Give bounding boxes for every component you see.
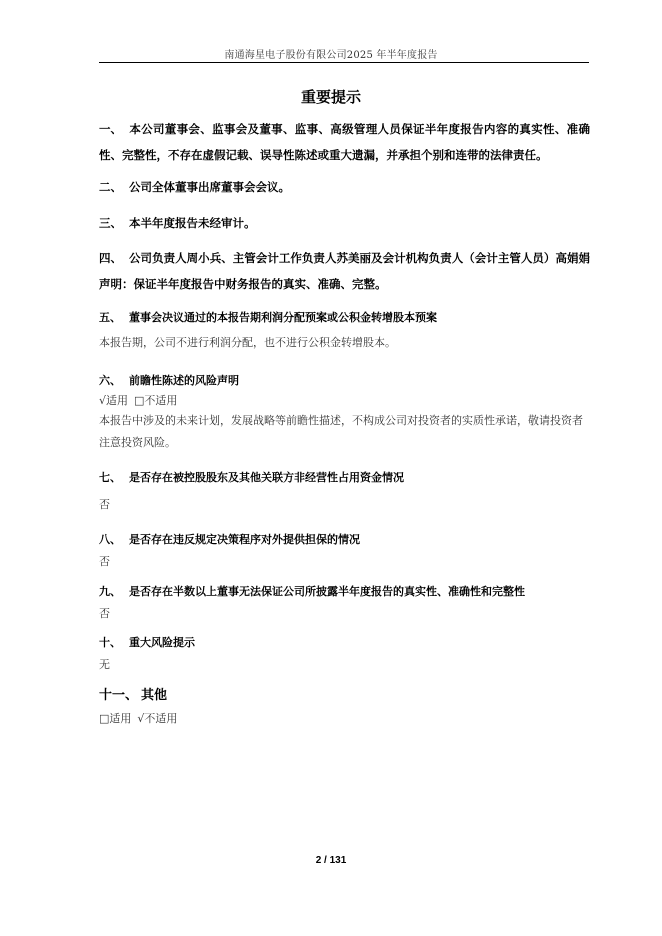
applicable-option: □适用	[99, 712, 132, 725]
item-text: 本公司董事会、监事会及董事、监事、高级管理人员保证半年度报告内容的真实性、准确性、完整性，不存在虚假记载、误导性陈述或重大遗漏，并承担个别和连带的法律责任。	[99, 122, 590, 162]
section-body-6: 本报告中涉及的未来计划，发展战略等前瞻性描述，不构成公司对投资者的实质性承诺，敬请投资者注意投资风险。	[99, 414, 583, 449]
item-number: 十一、	[99, 688, 139, 703]
item-number: 七、	[99, 471, 121, 484]
notice-item-1	[99, 116, 590, 168]
item-text: 是否存在半数以上董事无法保证公司所披露半年度报告的真实性、准确性和完整性	[129, 585, 525, 598]
section-answer-9: 否	[99, 607, 110, 620]
applicability-options-11	[99, 708, 590, 730]
item-text: 公司负责人周小兵、主管会计工作负责人苏美丽及会计机构负责人（会计主管人员）高娟娟声明：保证半年度报告中财务报告的真实、准确、完整。	[99, 251, 590, 291]
section-heading-8	[99, 530, 590, 550]
section-answer-10: 无	[99, 658, 110, 671]
notice-item-4	[99, 245, 590, 297]
item-number: 五、	[99, 311, 121, 324]
item-number: 四、	[99, 251, 122, 265]
section-heading-10	[99, 633, 590, 653]
item-text: 其他	[141, 688, 168, 703]
section-heading-7	[99, 468, 590, 488]
item-text: 前瞻性陈述的风险声明	[129, 374, 239, 387]
item-text: 是否存在被控股股东及其他关联方非经营性占用资金情况	[129, 471, 404, 484]
item-text: 本半年度报告未经审计。	[129, 216, 256, 230]
not-applicable-option: √不适用	[137, 712, 178, 725]
section-answer-7: 否	[99, 498, 110, 511]
notice-item-3	[99, 210, 590, 236]
page-title: 重要提示	[300, 88, 361, 106]
notice-item-2	[99, 174, 590, 200]
item-text: 重大风险提示	[129, 636, 195, 649]
item-text: 公司全体董事出席董事会会议。	[129, 180, 290, 194]
item-number: 二、	[99, 180, 122, 194]
item-number: 三、	[99, 216, 122, 230]
item-number: 十、	[99, 636, 121, 649]
item-number: 九、	[99, 585, 121, 598]
item-number: 六、	[99, 374, 121, 387]
running-header: 南通海星电子股份有限公司2025 年半年度报告	[224, 50, 438, 61]
section-answer-8: 否	[99, 555, 110, 568]
section-heading-5	[99, 308, 590, 328]
item-text: 董事会决议通过的本报告期利润分配预案或公积金转增股本预案	[129, 311, 437, 324]
section-heading-6	[99, 371, 590, 391]
applicability-options-6	[99, 390, 590, 412]
section-body-5: 本报告期，公司不进行利润分配，也不进行公积金转增股本。	[99, 336, 396, 349]
not-applicable-option: □不适用	[134, 394, 178, 407]
applicable-option: √适用	[99, 394, 129, 407]
item-number: 八、	[99, 533, 121, 546]
item-number: 一、	[99, 122, 122, 136]
header-divider	[99, 62, 589, 63]
item-text: 是否存在违反规定决策程序对外提供担保的情况	[129, 533, 360, 546]
section-heading-11	[99, 686, 590, 706]
section-heading-9	[99, 582, 590, 602]
page-number: 2 / 131	[315, 855, 347, 866]
